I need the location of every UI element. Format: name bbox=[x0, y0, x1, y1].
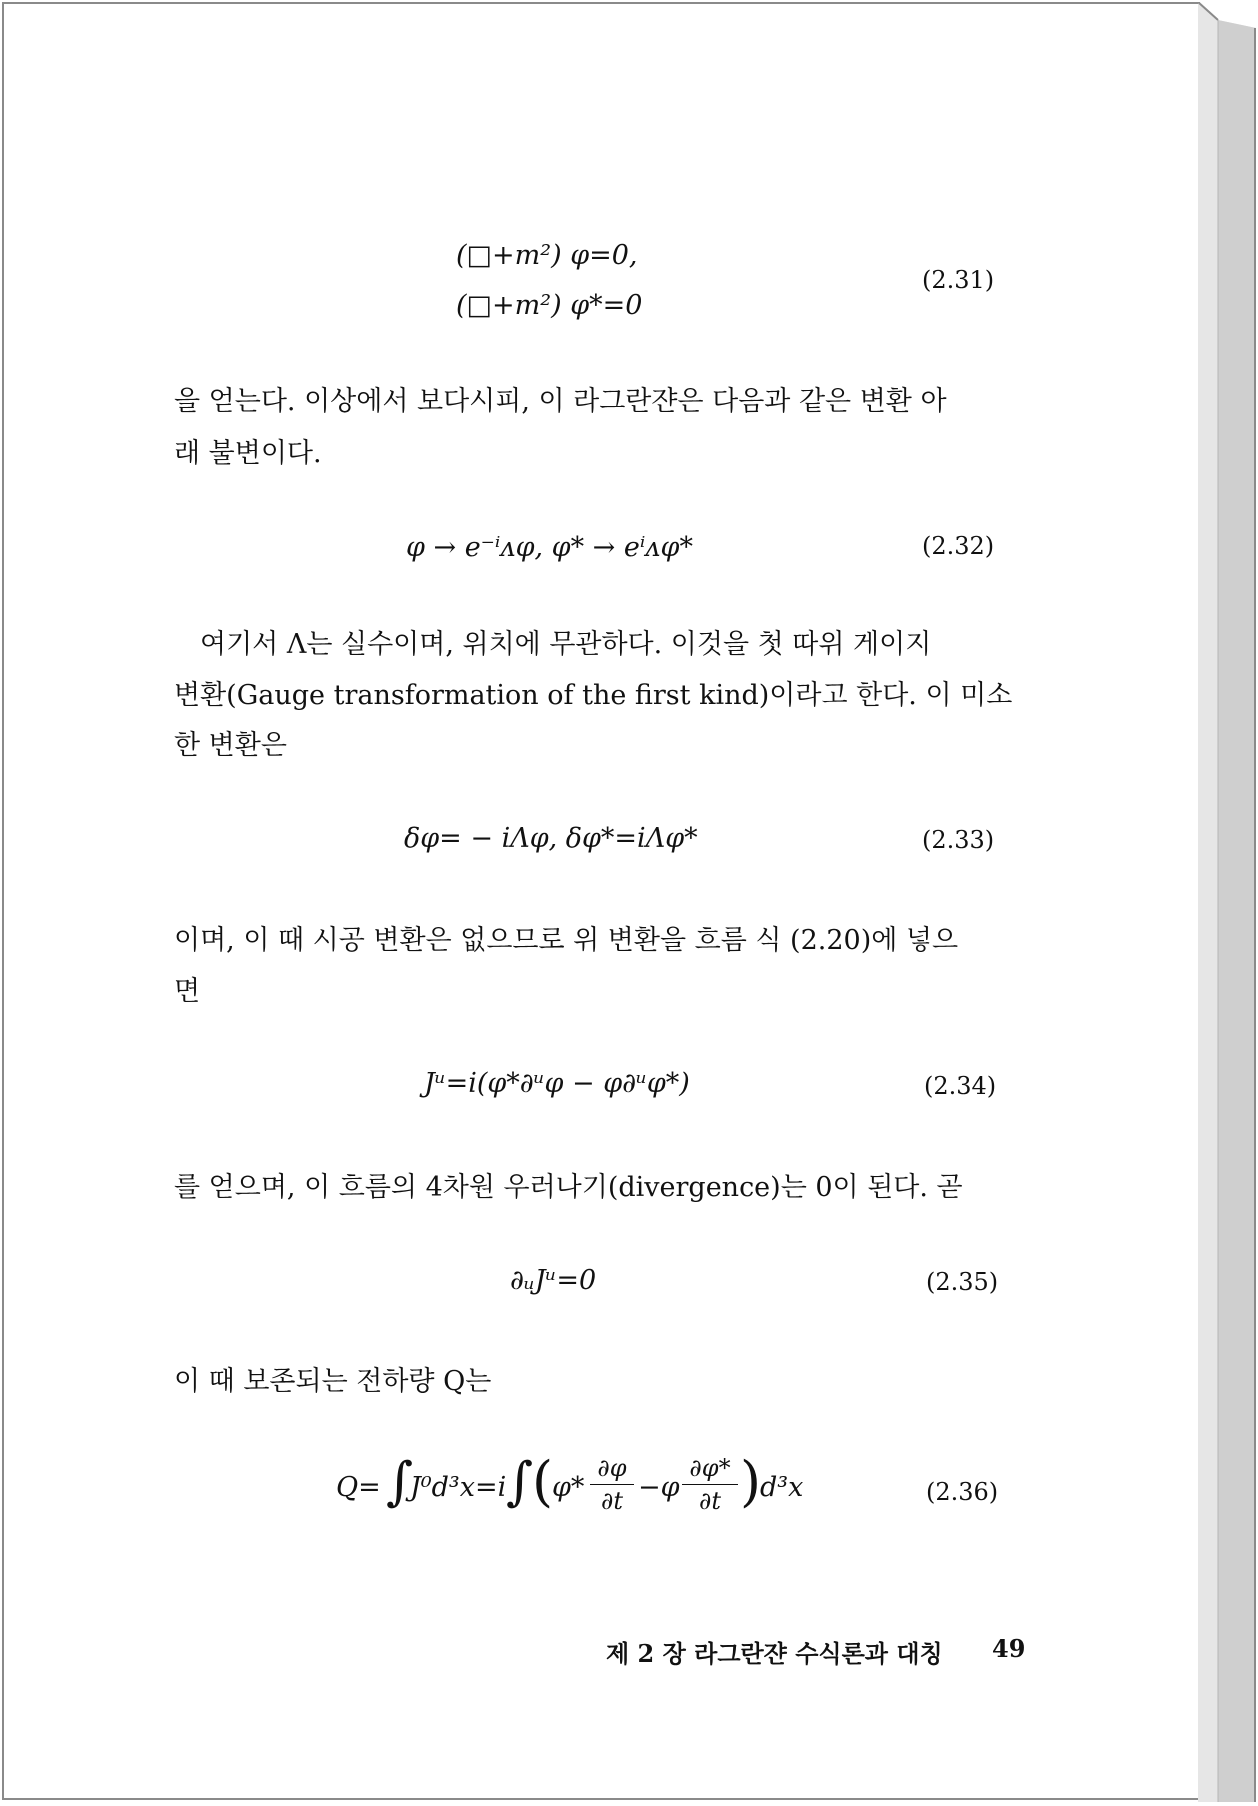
equation-number-2-33: (2.33) bbox=[922, 826, 995, 854]
paragraph-3-line1: 이며, 이 때 시공 변환은 없으므로 위 변환을 흐름 식 (2.20)에 넣으 bbox=[174, 925, 959, 956]
eq-2-36-lhs: Q= bbox=[336, 1472, 381, 1503]
equation-2-34: Jᵘ=i(φ*∂ᵘφ − φ∂ᵘφ*) bbox=[424, 1068, 690, 1099]
integral-sign-2: ∫ bbox=[506, 1452, 534, 1512]
eq-2-36-mid: J⁰d³x=i bbox=[410, 1472, 507, 1503]
equation-2-32: φ → e⁻ⁱᴧφ, φ* → eⁱᴧφ* bbox=[406, 532, 693, 563]
right-paren: ) bbox=[740, 1450, 762, 1513]
eq-2-36-tail: d³x bbox=[760, 1472, 804, 1503]
integral-sign-1: ∫ bbox=[386, 1452, 414, 1512]
eq-2-36-minus: −φ bbox=[638, 1472, 680, 1503]
paragraph-1-line2: 래 불변이다. bbox=[174, 438, 322, 469]
equation-2-31-line1: (□+m²) φ=0, bbox=[456, 240, 638, 271]
equation-number-2-34: (2.34) bbox=[924, 1072, 997, 1100]
equation-number-2-32: (2.32) bbox=[922, 532, 995, 560]
equation-2-35: ∂ᵤJᵘ=0 bbox=[510, 1265, 597, 1296]
fraction-2-numerator: ∂φ* bbox=[689, 1454, 731, 1482]
paragraph-4-line1: 를 얻으며, 이 흐름의 4차원 우러나기(divergence)는 0이 된다. 곧 bbox=[174, 1172, 963, 1203]
equation-number-2-36: (2.36) bbox=[926, 1478, 999, 1506]
paragraph-2-line1: 여기서 Λ는 실수이며, 위치에 무관하다. 이것을 첫 따위 게이지 bbox=[200, 629, 932, 660]
equation-2-36 bbox=[336, 1450, 816, 1530]
fraction-2 bbox=[682, 1454, 738, 1515]
paragraph-3-line2: 면 bbox=[174, 976, 201, 1007]
equation-2-33: δφ= − iΛφ, δφ*=iΛφ* bbox=[404, 823, 698, 854]
paragraph-1-line1: 을 얻는다. 이상에서 보다시피, 이 라그란쟌은 다음과 같은 변환 아 bbox=[174, 386, 947, 417]
fraction-bar-2 bbox=[682, 1484, 738, 1485]
fraction-1-numerator: ∂φ bbox=[597, 1454, 627, 1482]
paragraph-5-line1: 이 때 보존되는 전하량 Q는 bbox=[174, 1366, 492, 1397]
fraction-1-denominator: ∂t bbox=[600, 1487, 624, 1515]
equation-2-31-line2: (□+m²) φ*=0 bbox=[456, 290, 643, 321]
paragraph-2-line3: 한 변환은 bbox=[174, 730, 287, 761]
fraction-2-denominator: ∂t bbox=[698, 1487, 722, 1515]
paragraph-2-line2: 변환(Gauge transformation of the first kind)이라고 한다. 이 미소 bbox=[174, 680, 1013, 711]
left-paren: ( bbox=[532, 1450, 554, 1513]
book-page bbox=[2, 2, 1200, 1800]
equation-number-2-31: (2.31) bbox=[922, 266, 995, 294]
eq-2-36-term1: φ* bbox=[552, 1472, 585, 1503]
equation-number-2-35: (2.35) bbox=[926, 1268, 999, 1296]
page-edge-shadow bbox=[1198, 2, 1256, 1802]
page-number: 49 bbox=[992, 1634, 1026, 1663]
running-footer-chapter: 제 2 장 라그란쟌 수식론과 대칭 bbox=[606, 1639, 943, 1668]
fraction-bar-1 bbox=[590, 1484, 634, 1485]
fraction-1 bbox=[590, 1454, 634, 1515]
